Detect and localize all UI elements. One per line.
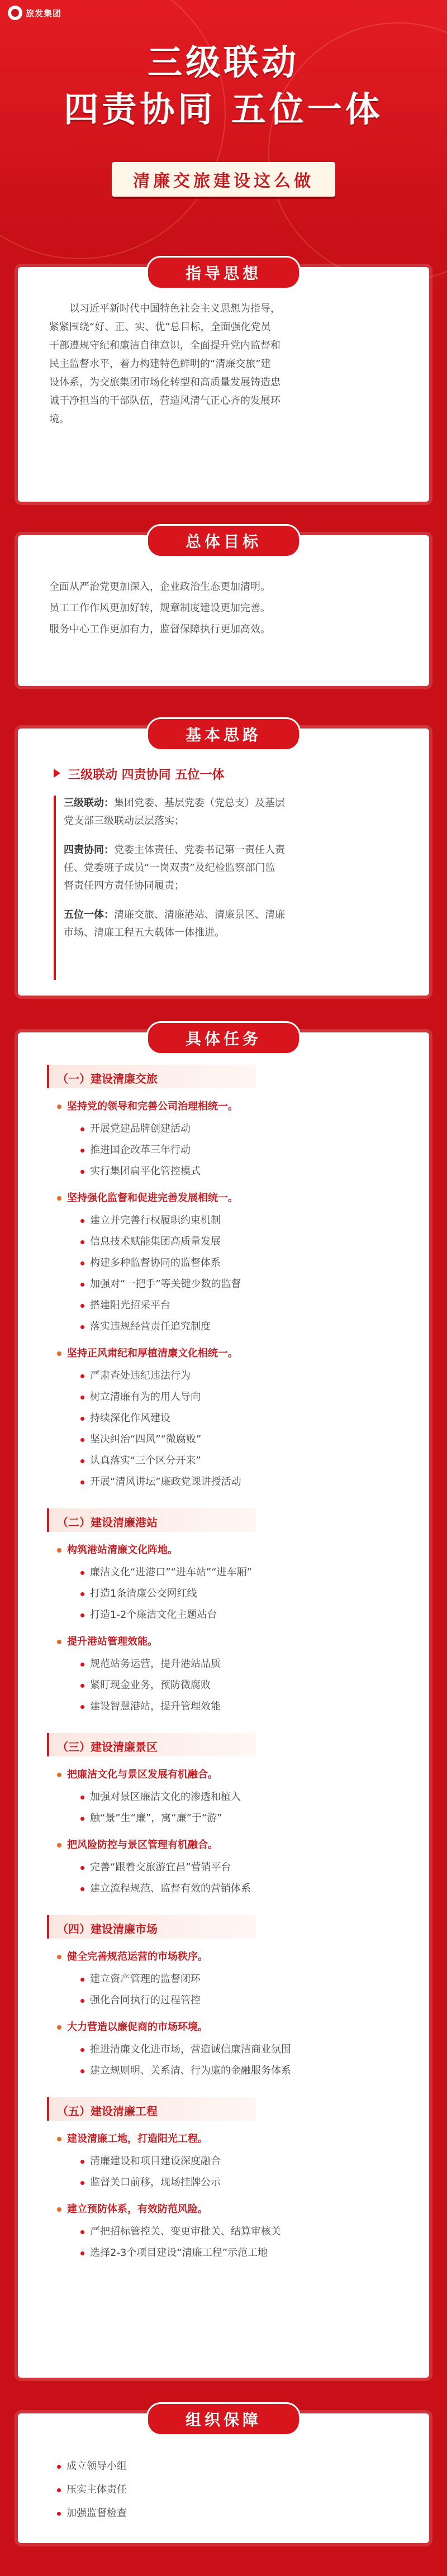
section-header	[47, 1733, 256, 1756]
task-item: 紧盯现金业务，预防微腐败	[80, 1677, 211, 1692]
task-item: 触“景”生“廉”，寓“廉”于“游”	[80, 1810, 222, 1825]
brand-logo	[8, 6, 61, 20]
guiding-text	[49, 299, 407, 428]
task-item: 严肃查处违纪违法行为	[80, 1368, 191, 1382]
group-head: 建立预防体系，有效防范风险。	[57, 2201, 208, 2216]
card-org	[18, 2413, 429, 2543]
hero-title-line2: 四责协同 五位一体	[64, 89, 383, 130]
approach-item	[64, 841, 405, 895]
goal-line: 全面从严治党更加深入，企业政治生态更加清明。	[49, 581, 270, 593]
tag-org	[146, 2402, 301, 2436]
approach-label: 五位一体：	[64, 909, 114, 921]
logo-text: 旅发集团	[26, 8, 62, 18]
task-item: 建设智慧港站，提升管理效能	[80, 1698, 221, 1713]
task-item: 打造1-2个廉洁文化主题站台	[80, 1607, 217, 1621]
task-item: 强化合同执行的过程管控	[80, 1992, 201, 2007]
approach-item	[64, 794, 405, 830]
approach-headline: 三级联动 四责协同 五位一体	[68, 768, 225, 782]
approach-line: 任、党委班子成员“一岗双责”及纪检监察部门监	[64, 862, 275, 874]
approach-item	[64, 906, 405, 942]
tag-label: 组织保障	[185, 2411, 261, 2429]
guiding-line: 紧紧围绕“好、正、实、优”总目标，全面强化党员	[49, 321, 271, 333]
tag-label: 具体任务	[185, 1030, 261, 1048]
task-item: 实行集团扁平化管控模式	[80, 1163, 201, 1178]
task-item: 加强对“一把手”等关键少数的监督	[80, 1276, 241, 1291]
group-head: 坚持强化监督和促进完善发展相统一。	[57, 1190, 238, 1204]
group-head: 提升港站管理效能。	[57, 1634, 158, 1648]
section-header	[47, 1065, 256, 1088]
task-item: 开展“清风讲坛”廉政党课讲授活动	[80, 1474, 241, 1488]
task-item: 坚决纠治“四风”“微腐败”	[80, 1431, 201, 1446]
section-title: （三）建设清廉景区	[57, 1740, 158, 1754]
task-item: 规范站务运营，提升港站品质	[80, 1656, 221, 1670]
task-item: 建立流程规范、监督有效的营销体系	[80, 1880, 251, 1895]
section-title: （五）建设清廉工程	[57, 2104, 158, 2118]
group-head: 坚持正风肃纪和厚植清廉文化相统一。	[57, 1345, 238, 1360]
task-item: 建立并完善行权履职约束机制	[80, 1212, 221, 1227]
tag-label: 指导思想	[185, 264, 261, 283]
arrow-icon	[54, 769, 60, 778]
section-header	[47, 1915, 256, 1939]
guiding-line: 诚干净担当的干部队伍，营造风清气正心齐的发展环	[49, 395, 280, 407]
group-head: 坚持党的领导和完善公司治理相统一。	[57, 1098, 238, 1113]
tag-label: 总体目标	[185, 532, 261, 551]
tag-tasks	[146, 1021, 301, 1055]
task-item: 监督关口前移，现场挂牌公示	[80, 2174, 221, 2189]
task-item: 加强对景区廉洁文化的渗透和植入	[80, 1789, 241, 1803]
tag-guiding	[146, 256, 301, 289]
approach-label: 四责协同：	[64, 844, 114, 856]
group-head: 把廉洁文化与景区发展有机融合。	[57, 1766, 218, 1781]
task-item: 打造1条清廉公交网红线	[80, 1585, 197, 1600]
task-item: 搭建阳光招采平台	[80, 1297, 170, 1312]
task-item: 建立资产管理的监督闭环	[80, 1971, 201, 1985]
section-title: （二）建设清廉港站	[57, 1516, 158, 1529]
approach-line: 清廉交旅、清廉港站、清廉景区、清廉	[114, 909, 285, 921]
card-tasks	[18, 1032, 429, 2378]
approach-line: 党委主体责任、党委书记第一责任人责	[114, 844, 285, 856]
tag-label: 基本思路	[185, 726, 261, 744]
task-item: 落实违规经营责任追究制度	[80, 1318, 211, 1333]
group-head: 构筑港站清廉文化阵地。	[57, 1542, 178, 1556]
task-item: 建立规则明、关系清、行为廉的金融服务体系	[80, 2063, 291, 2077]
task-item: 构建多种监督协同的监督体系	[80, 1255, 221, 1269]
guiding-line: 以习近平新时代中国特色社会主义思想为指导，	[69, 303, 280, 315]
hero	[0, 39, 447, 133]
card-goal	[18, 532, 429, 686]
guiding-line: 民主监督水平，着力构建特色鲜明的“清廉交旅”建	[49, 358, 271, 370]
hero-subtitle-box	[112, 162, 335, 197]
task-item: 选择2-3个项目建设“清廉工程”示范工地	[80, 2245, 268, 2259]
approach-bar	[54, 796, 56, 980]
tag-goal	[146, 524, 301, 558]
goal-line: 服务中心工作更加有力，监督保障执行更加高效。	[49, 623, 270, 635]
task-item: 推进清廉文化进市场，营造诚信廉洁商业氛围	[80, 2041, 291, 2056]
task-item: 持续深化作风建设	[80, 1410, 170, 1425]
task-item: 严把招标管控关、变更审批关、结算审核关	[80, 2223, 281, 2238]
guiding-line: 境。	[49, 413, 69, 425]
tag-approach	[146, 717, 301, 751]
section-header	[47, 1508, 256, 1532]
section-header	[47, 2097, 256, 2121]
group-head: 把风险防控与景区管理有机融合。	[57, 1837, 218, 1851]
goal-line: 员工工作作风更加好转，规章制度建设更加完善。	[49, 602, 270, 614]
group-head: 建设清廉工地，打造阳光工程。	[57, 2131, 208, 2145]
approach-line: 督责任四方责任协同履责；	[64, 880, 184, 892]
guiding-line: 干部遵规守纪和廉洁自律意识，全面提升党内监督和	[49, 340, 280, 351]
goal-text	[49, 577, 407, 640]
hero-title-line1: 三级联动	[147, 42, 299, 83]
task-item: 廉洁文化“进港口”“进车站”“进车厢”	[80, 1564, 252, 1579]
hero-subtitle: 清廉交旅建设这么做	[133, 172, 314, 191]
approach-label: 三级联动：	[64, 797, 114, 809]
task-item: 开展党建品牌创建活动	[80, 1121, 191, 1135]
task-item: 信息技术赋能集团高质量发展	[80, 1234, 221, 1248]
task-item: 认真落实“三个区分开来”	[80, 1453, 201, 1467]
org-item: 压实主体责任	[57, 2482, 127, 2496]
group-head: 健全完善规范运营的市场秩序。	[57, 1949, 208, 1963]
approach-line: 集团党委、基层党委（党总支）及基层	[114, 797, 285, 809]
task-item: 树立清廉有为的用人导向	[80, 1389, 201, 1403]
section-title: （四）建设清廉市场	[57, 1922, 158, 1936]
group-head: 大力营造以廉促商的市场环境。	[57, 2019, 208, 2034]
logo-icon	[8, 6, 22, 20]
task-item: 清廉建设和项目建设深度融合	[80, 2153, 221, 2168]
guiding-line: 设体系，为交旅集团市场化转型和高质量发展铸造忠	[49, 377, 280, 388]
section-title: （一）建设清廉交旅	[57, 1072, 158, 1085]
task-item: 推进国企改革三年行动	[80, 1142, 191, 1156]
org-item: 加强监督检查	[57, 2505, 127, 2520]
task-item: 完善“跟着交旅游宜昌”营销平台	[80, 1859, 231, 1874]
approach-line: 党支部三级联动层层落实；	[64, 815, 184, 827]
card-guiding	[18, 264, 429, 502]
card-approach	[18, 728, 429, 996]
org-item: 成立领导小组	[57, 2458, 127, 2473]
approach-line: 市场、清廉工程五大载体一体推进。	[64, 927, 225, 939]
